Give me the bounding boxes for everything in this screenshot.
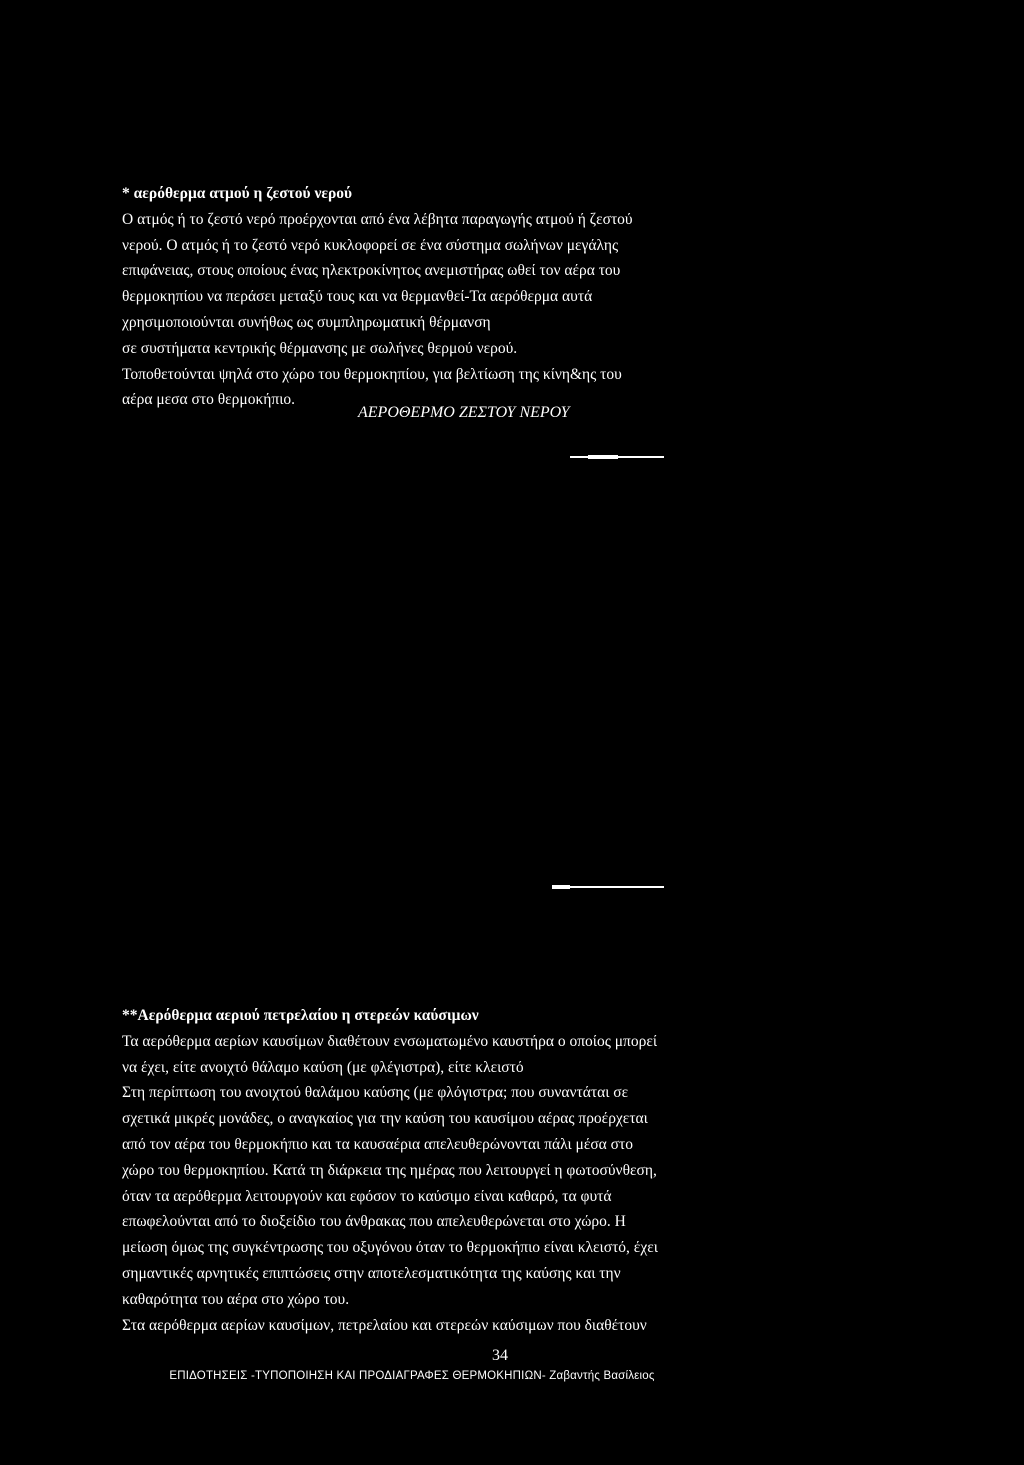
paragraph-line: χρησιμοποιούνται συνήθως ως συμπληρωματική θέρμανση: [122, 313, 491, 331]
paragraph-line: χώρο του θερμοκηπίου. Κατά τη διάρκεια της ημέρας που λειτουργεί η φωτοσύνθεση,: [122, 1161, 657, 1179]
paragraph-line: Τα αερόθερμα αερίων καυσίμων διαθέτουν ενσωματωμένο καυστήρα ο οποίος μπορεί: [122, 1032, 658, 1050]
paragraph-line: καθαρότητα του αέρα στο χώρο του.: [122, 1290, 350, 1308]
section-steam-hot-water-heaters: [122, 181, 882, 413]
paragraph-line: νερού. Ο ατμός ή το ζεστό νερό κυκλοφορεί σε ένα σύστημα σωλήνων μεγάλης: [122, 236, 619, 254]
paragraph-line: σχετικά μικρές μονάδες, ο αναγκαίος για την καύση του καυσίμου αέρας προέρχεται: [122, 1110, 648, 1128]
page-number: 34: [492, 1347, 508, 1364]
paragraph-line: αέρα μεσα στο θερμοκήπιο.: [122, 391, 296, 409]
paragraph-line: Στη περίπτωση του ανοιχτού θαλάμου καύσης (με φλόγιστρα; που συναντάται σε: [122, 1084, 629, 1102]
figure-bottom-divider-mark: [552, 885, 570, 889]
section-gas-oil-solid-fuel-heaters: [122, 1003, 882, 1338]
paragraph-line: επιφάνειας, στους οποίους ένας ηλεκτροκίνητος ανεμιστήρας ωθεί τον αέρα του: [122, 262, 621, 280]
paragraph-line: επωφελούνται από το διοξείδιο του άνθρακας που απελευθερώνεται στο χώρο. Η: [122, 1213, 626, 1231]
figure-image-placeholder: [122, 440, 882, 910]
paragraph-line: σε συστήματα κεντρικής θέρμανσης με σωλήνες θερμού νερού.: [122, 339, 518, 357]
paragraph-line: όταν τα αερόθερμα λειτουργούν και εφόσον το καύσιμο είναι καθαρό, τα φυτά: [122, 1187, 612, 1205]
figure-caption: ΑΕΡΟΘΕΡΜΟ ΖΕΣΤΟΥ ΝΕΡΟΥ: [358, 404, 570, 421]
section-heading: **Αερόθερμα αεριού πετρελαίου η στερεών καύσιμων: [122, 1007, 479, 1024]
section-heading: * αερόθερμα ατμού η ζεστού νερού: [122, 185, 353, 202]
paragraph-line: Στα αερόθερμα αερίων καυσίμων, πετρελαίου και στερεών καύσιμων που διαθέτουν: [122, 1316, 647, 1334]
paragraph-line: να έχει, είτε ανοιχτό θάλαμο καύση (με φλέγιστρα), είτε κλειστό: [122, 1058, 524, 1076]
figure-top-divider-mark: [588, 455, 618, 459]
paragraph-line: μείωση όμως της συγκέντρωσης του οξυγόνου όταν το θερμοκήπιο είναι κλειστό, έχει: [122, 1239, 658, 1257]
page-footer: ΕΠΙΔΟΤΗΣΕΙΣ -ΤΥΠΟΠΟΙΗΣΗ ΚΑΙ ΠΡΟΔΙΑΓΡΑΦΕΣ ΘΕΡΜΟΚΗΠΙΩΝ- Ζαβαντής Βασίλειος: [169, 1370, 655, 1382]
paragraph-line: από τον αέρα του θερμοκήπιο και τα καυσαέρια απελευθερώνονται πάλι μέσα στο: [122, 1135, 634, 1153]
paragraph-line: σημαντικές αρνητικές επιπτώσεις στην αποτελεσματικότητα της καύσης και την: [122, 1264, 621, 1282]
paragraph-line: Ο ατμός ή το ζεστό νερό προέρχονται από ένα λέβητα παραγωγής ατμού ή ζεστού: [122, 210, 633, 228]
paragraph-line: θερμοκηπίου να περάσει μεταξύ τους και να θερμανθεί-Τα αερόθερμα αυτά: [122, 288, 593, 306]
paragraph-line: Τοποθετούνται ψηλά στο χώρο του θερμοκηπίου, για βελτίωση της κίνη&ης του: [122, 365, 622, 383]
